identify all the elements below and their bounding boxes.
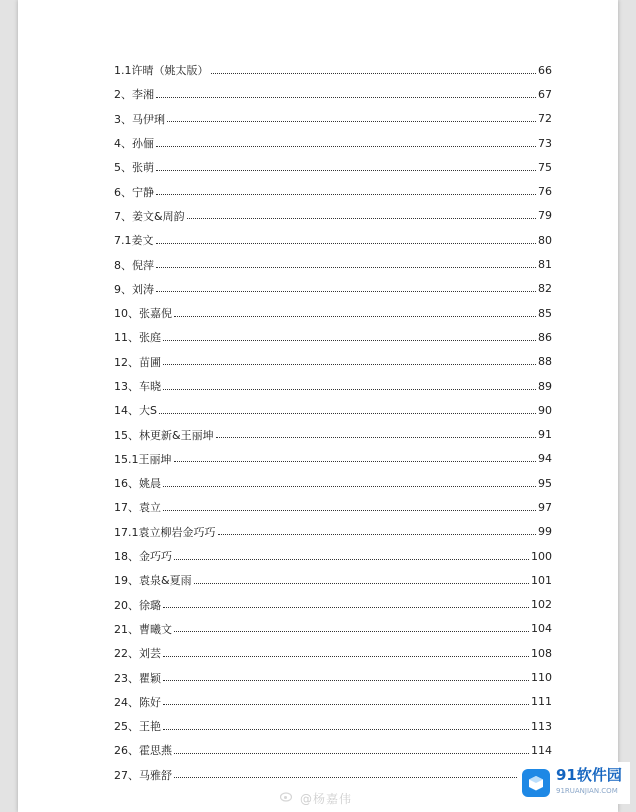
- toc-entry-page: 114: [531, 743, 552, 757]
- toc-entry-page: 113: [531, 719, 552, 733]
- toc-entry-title: 26、霍思燕: [114, 744, 172, 758]
- toc-entry-title: 23、瞿颖: [114, 671, 161, 685]
- toc-entry[interactable]: [114, 301, 552, 325]
- toc-leader-dots: [174, 549, 529, 560]
- toc-leader-dots: [156, 257, 536, 268]
- toc-entry[interactable]: [114, 665, 552, 689]
- toc-entry-page: 111: [531, 695, 552, 709]
- toc-entry[interactable]: [114, 763, 552, 787]
- toc-leader-dots: [163, 500, 536, 511]
- toc-entry-page: 108: [531, 646, 552, 660]
- table-of-contents: [114, 58, 552, 787]
- toc-entry-page: 67: [538, 87, 552, 101]
- toc-entry-page: 91: [538, 428, 552, 442]
- toc-entry-page: 80: [538, 233, 552, 247]
- toc-entry[interactable]: [114, 690, 552, 714]
- toc-entry-title: 27、马雅舒: [114, 768, 172, 782]
- toc-entry-page: 97: [538, 500, 552, 514]
- toc-leader-dots: [187, 208, 536, 219]
- toc-entry[interactable]: [114, 107, 552, 131]
- toc-entry-title: 18、金巧巧: [114, 550, 172, 564]
- toc-entry-title: 11、张庭: [114, 331, 161, 345]
- toc-entry[interactable]: [114, 325, 552, 349]
- toc-entry[interactable]: [114, 495, 552, 519]
- site-logo: [518, 762, 630, 804]
- toc-entry-page: 99: [538, 525, 552, 539]
- toc-entry-page: 86: [538, 330, 552, 344]
- logo-subtext: 91RUANJIAN.COM: [556, 787, 618, 795]
- toc-entry-title: 20、徐璐: [114, 598, 161, 612]
- toc-entry-page: 88: [538, 355, 552, 369]
- toc-entry-title: 10、张嘉倪: [114, 307, 172, 321]
- toc-entry[interactable]: [114, 131, 552, 155]
- toc-entry[interactable]: [114, 277, 552, 301]
- toc-leader-dots: [163, 597, 529, 608]
- toc-leader-dots: [156, 184, 536, 195]
- weibo-icon: [280, 790, 294, 802]
- toc-entry-title: 22、刘芸: [114, 647, 161, 661]
- toc-entry-page: 110: [531, 671, 552, 685]
- toc-leader-dots: [156, 281, 536, 292]
- toc-leader-dots: [216, 427, 536, 438]
- toc-entry-page: 66: [538, 63, 552, 77]
- toc-leader-dots: [174, 621, 529, 632]
- toc-leader-dots: [163, 719, 529, 730]
- toc-leader-dots: [163, 330, 536, 341]
- toc-entry-title: 7、姜文&周韵: [114, 209, 185, 223]
- toc-entry[interactable]: [114, 641, 552, 665]
- toc-entry-page: 95: [538, 476, 552, 490]
- toc-entry-page: 72: [538, 112, 552, 126]
- toc-entry[interactable]: [114, 422, 552, 446]
- toc-leader-dots: [163, 476, 536, 487]
- toc-leader-dots: [156, 136, 536, 147]
- toc-entry[interactable]: [114, 374, 552, 398]
- toc-entry-page: 75: [538, 160, 552, 174]
- cube-icon: [522, 769, 550, 797]
- toc-entry-page: 94: [538, 452, 552, 466]
- toc-entry[interactable]: [114, 714, 552, 738]
- toc-entry-title: 15、林更新&王丽坤: [114, 428, 214, 442]
- toc-entry-title: 16、姚晨: [114, 477, 161, 491]
- toc-leader-dots: [163, 694, 529, 705]
- toc-entry[interactable]: [114, 520, 552, 544]
- toc-entry-title: 24、陈好: [114, 695, 161, 709]
- toc-entry-page: 89: [538, 379, 552, 393]
- toc-entry-title: 7.1姜文: [114, 234, 154, 248]
- toc-leader-dots: [163, 670, 529, 681]
- toc-entry[interactable]: [114, 593, 552, 617]
- toc-entry-title: 5、张萌: [114, 161, 154, 175]
- toc-entry-title: 2、李湘: [114, 88, 154, 102]
- toc-entry[interactable]: [114, 568, 552, 592]
- toc-leader-dots: [156, 87, 536, 98]
- toc-leader-dots: [159, 403, 536, 414]
- toc-entry[interactable]: [114, 471, 552, 495]
- toc-entry[interactable]: [114, 617, 552, 641]
- toc-leader-dots: [163, 354, 536, 365]
- toc-entry-title: 8、倪萍: [114, 258, 154, 272]
- toc-leader-dots: [156, 233, 537, 244]
- toc-entry-title: 1.1许晴（姚太版）: [114, 64, 209, 78]
- toc-entry-page: 73: [538, 136, 552, 150]
- toc-entry-title: 9、刘涛: [114, 282, 154, 296]
- toc-leader-dots: [174, 451, 537, 462]
- toc-entry[interactable]: [114, 82, 552, 106]
- toc-entry-page: 79: [538, 209, 552, 223]
- toc-entry[interactable]: [114, 155, 552, 179]
- toc-entry-title: 21、曹曦文: [114, 622, 172, 636]
- toc-entry-title: 14、大S: [114, 404, 157, 418]
- toc-entry[interactable]: [114, 447, 552, 471]
- toc-entry[interactable]: [114, 544, 552, 568]
- toc-leader-dots: [163, 379, 536, 390]
- toc-entry-page: 85: [538, 306, 552, 320]
- watermark-text: @杨嘉伟: [300, 792, 353, 806]
- toc-entry-title: 19、袁泉&夏雨: [114, 574, 192, 588]
- logo-name: 91软件园: [556, 766, 622, 784]
- toc-entry-title: 13、车晓: [114, 380, 161, 393]
- toc-entry-title: 25、王艳: [114, 720, 161, 734]
- document-page: [18, 0, 618, 812]
- toc-leader-dots: [174, 306, 536, 317]
- toc-entry[interactable]: [114, 204, 552, 228]
- toc-leader-dots: [174, 767, 529, 778]
- toc-entry-title: 4、孙俪: [114, 137, 154, 151]
- toc-leader-dots: [174, 743, 529, 754]
- toc-entry[interactable]: [114, 398, 552, 422]
- toc-entry[interactable]: [114, 228, 552, 252]
- toc-leader-dots: [211, 63, 537, 74]
- toc-entry[interactable]: [114, 252, 552, 276]
- toc-entry-title: 3、马伊琍: [114, 112, 165, 126]
- toc-entry-page: 104: [531, 622, 552, 636]
- toc-entry-title: 15.1王丽坤: [114, 452, 172, 466]
- toc-entry[interactable]: [114, 58, 552, 82]
- toc-leader-dots: [156, 160, 536, 171]
- toc-entry-page: 102: [531, 598, 552, 612]
- toc-leader-dots: [194, 573, 529, 584]
- toc-entry[interactable]: [114, 179, 552, 203]
- toc-leader-dots: [218, 524, 537, 535]
- toc-entry-page: 82: [538, 282, 552, 296]
- toc-entry-title: 17.1袁立柳岩金巧巧: [114, 525, 216, 539]
- toc-entry-page: 76: [538, 185, 552, 199]
- toc-entry-page: 81: [538, 258, 552, 272]
- toc-leader-dots: [163, 646, 529, 657]
- toc-entry[interactable]: [114, 350, 552, 374]
- toc-entry-page: 101: [531, 573, 552, 587]
- toc-entry-page: 100: [531, 549, 552, 563]
- toc-leader-dots: [167, 111, 536, 122]
- toc-entry-page: 90: [538, 403, 552, 417]
- toc-entry-title: 12、苗圃: [114, 355, 161, 369]
- toc-entry-title: 6、宁静: [114, 185, 154, 199]
- toc-entry[interactable]: [114, 738, 552, 762]
- toc-entry-title: 17、袁立: [114, 501, 161, 515]
